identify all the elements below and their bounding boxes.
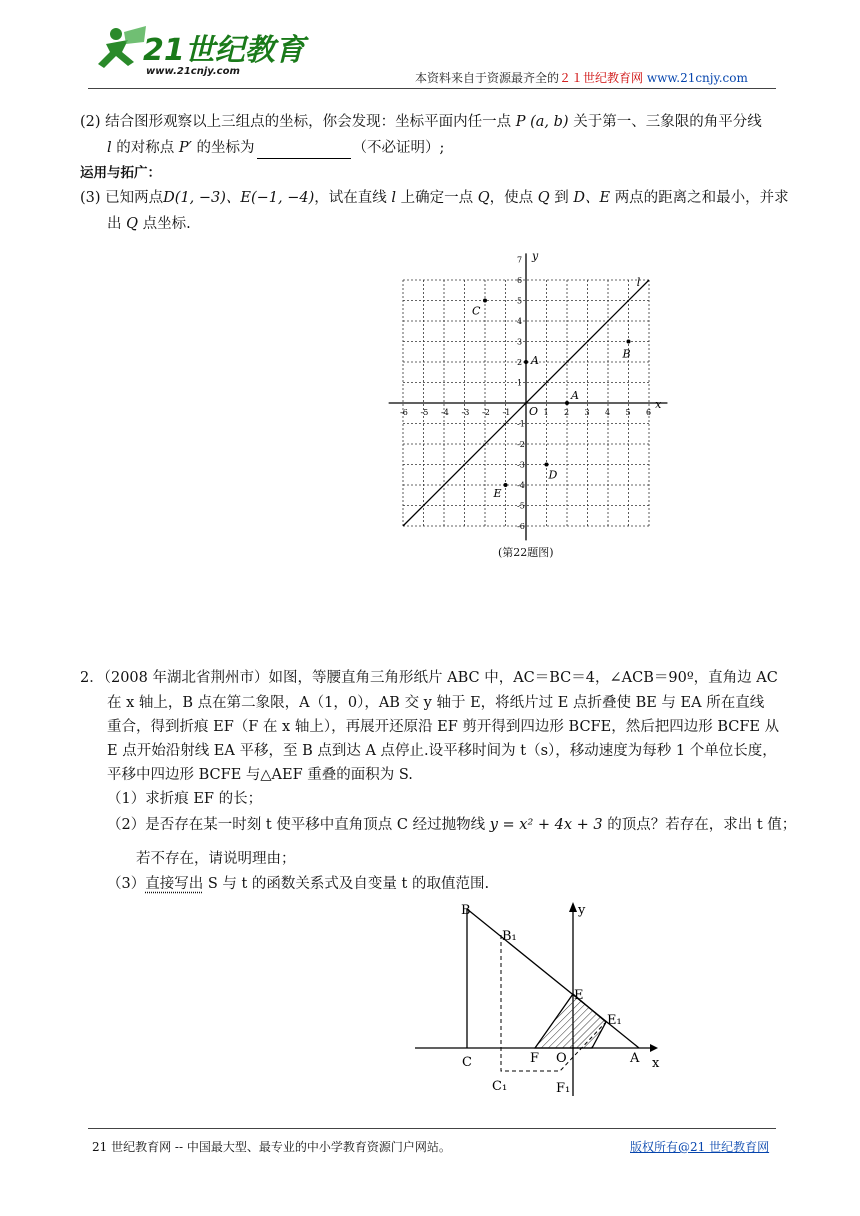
point-label-e: E xyxy=(493,487,502,500)
footer-divider xyxy=(88,1128,776,1129)
y-tick-label: 6 xyxy=(517,276,523,285)
q2-line5: 平移中四边形 BCFE 与△AEF 重叠的面积为 S. xyxy=(107,767,413,783)
logo-text: 21世纪教育 xyxy=(143,33,305,68)
label-b: B xyxy=(461,903,471,918)
line-l-label: l xyxy=(636,276,641,289)
q2-line3: 重合，得到折痕 EF（F 在 x 轴上），再展开还原沿 EF 剪开得到四边形 BCFE，然后把四边形 BCFE 从 xyxy=(107,719,780,735)
point-e xyxy=(504,483,508,487)
origin-label: O xyxy=(529,405,539,418)
axes xyxy=(389,253,668,540)
x-tick-label: 1 xyxy=(543,408,549,417)
logo-url: www.21cnjy.com xyxy=(146,66,240,77)
footer-text: 21 世纪教育网 -- 中国最大型、最专业的中小学教育资源门户网站。 xyxy=(92,1140,451,1154)
header-tagline: 本资料来自于资源最齐全的２１世纪教育网 www.21cnjy.com xyxy=(415,71,748,85)
q2-sub2-cont: 若不存在，请说明理由； xyxy=(136,851,296,867)
point-label-b: B xyxy=(622,347,631,361)
label-f: F xyxy=(530,1051,540,1066)
point-c xyxy=(483,299,487,303)
y-axis-arrow xyxy=(569,902,577,912)
x-tick-label: -5 xyxy=(420,408,429,417)
section-heading: 运用与拓广： xyxy=(80,165,161,181)
point-label-a: A xyxy=(531,354,539,367)
coordinate-grid-figure xyxy=(380,240,680,540)
label-a: A xyxy=(630,1051,640,1066)
label-b1: B₁ xyxy=(502,929,517,944)
label-y: y xyxy=(578,903,586,918)
q2-line1: 2．（2008 年湖北省荆州市）如图，等腰直角三角形纸片 ABC 中，AC＝BC＝4，∠ACB＝90º，直角边 AC xyxy=(80,670,778,686)
x-tick-label: -3 xyxy=(461,408,470,417)
y-tick-label: 4 xyxy=(517,317,523,326)
label-e: E xyxy=(574,988,584,1003)
x-axis-arrow xyxy=(650,1044,658,1052)
runner-icon xyxy=(98,26,146,68)
y-tick-label: -4 xyxy=(517,481,525,490)
parabola-formula: y = x² + 4x + 3 xyxy=(489,817,603,833)
q2-line2: 在 x 轴上，B 点在第二象限，A（1，0），AB 交 y 轴于 E，将纸片过 E 点折叠使 BE 与 EA 所在直线 xyxy=(107,695,765,711)
y-tick-label: -2 xyxy=(517,440,525,449)
point-label-d: D xyxy=(548,468,558,482)
point-a xyxy=(524,360,528,364)
site-logo xyxy=(88,22,305,82)
translated-quadrilateral xyxy=(501,935,606,1071)
x-tick-label: -1 xyxy=(502,408,511,417)
q1-part3-line2: 出 Q 点坐标. xyxy=(107,216,191,232)
y-tick-label: 5 xyxy=(517,296,523,306)
label-o: O xyxy=(556,1051,567,1066)
label-c1: C₁ xyxy=(492,1079,508,1094)
header-divider xyxy=(88,88,776,89)
q2-sub2: （2）是否存在某一时刻 t 使平移中直角顶点 C 经过抛物线 y = x² + 4x + 3 的顶点？若存在，求出 t 值； xyxy=(107,817,797,833)
y-tick-label: -3 xyxy=(517,460,525,470)
plotted-points xyxy=(472,296,631,501)
copyright-link[interactable]: 版权所有@21 世纪教育网 xyxy=(630,1140,770,1154)
folding-triangle-figure xyxy=(410,896,680,1106)
figure-caption: (第22题图) xyxy=(498,546,554,559)
point-a xyxy=(565,401,569,405)
y-axis-label: y xyxy=(532,249,539,263)
y-tick-label: 2 xyxy=(517,358,523,367)
q1-part3-line1: (3) 已知两点D(1, −3)、E(−1, −4)，试在直线 l 上确定一点 Q，使点 Q 到 D、E 两点的距离之和最小，并求 xyxy=(80,190,789,206)
x-tick-label: 6 xyxy=(646,408,652,417)
y-tick-label: -1 xyxy=(517,419,525,429)
q1-part2-line2: l 的对称点 P′ 的坐标为 （不必证明）; xyxy=(107,138,444,159)
x-tick-label: 3 xyxy=(584,408,590,417)
overlap-region xyxy=(535,994,606,1048)
y-tick-label: -6 xyxy=(517,522,525,531)
point-label-a: A xyxy=(571,389,579,402)
point-b xyxy=(627,340,631,344)
label-e1: E₁ xyxy=(607,1013,622,1028)
q2-line4: E 点开始沿射线 EA 平移，至 B 点到达 A 点停止.设平移时间为 t（s），移动速度为每秒 1 个单位长度， xyxy=(107,743,777,759)
q2-sub3: （3）直接写出 S 与 t 的函数关系式及自变量 t 的取值范围. xyxy=(107,876,490,892)
label-f1: F₁ xyxy=(556,1081,571,1096)
answer-blank[interactable] xyxy=(257,144,351,159)
q2-sub1: （1）求折痕 EF 的长； xyxy=(107,791,263,807)
label-x: x xyxy=(652,1056,660,1071)
y-tick-label: 1 xyxy=(517,378,523,388)
header-url-link[interactable]: www.21cnjy.com xyxy=(646,71,748,85)
y-tick-label: 7 xyxy=(517,255,523,265)
point-d xyxy=(545,463,549,467)
q1-part2-line1: (2) 结合图形观察以上三组点的坐标，你会发现：坐标平面内任一点 P (a, b) 关于第一、三象限的角平分线 xyxy=(80,114,762,130)
x-tick-label: 2 xyxy=(564,408,570,417)
x-tick-label: 5 xyxy=(625,408,631,417)
x-tick-label: -2 xyxy=(482,408,490,417)
x-tick-label: -6 xyxy=(400,408,408,417)
y-tick-label: 3 xyxy=(517,337,523,347)
point-label-c: C xyxy=(472,304,481,318)
y-tick-label: -5 xyxy=(517,501,525,511)
label-c: C xyxy=(462,1055,472,1070)
x-tick-label: 4 xyxy=(605,408,611,417)
x-axis-label: x xyxy=(655,398,662,411)
x-tick-label: -4 xyxy=(441,408,449,417)
